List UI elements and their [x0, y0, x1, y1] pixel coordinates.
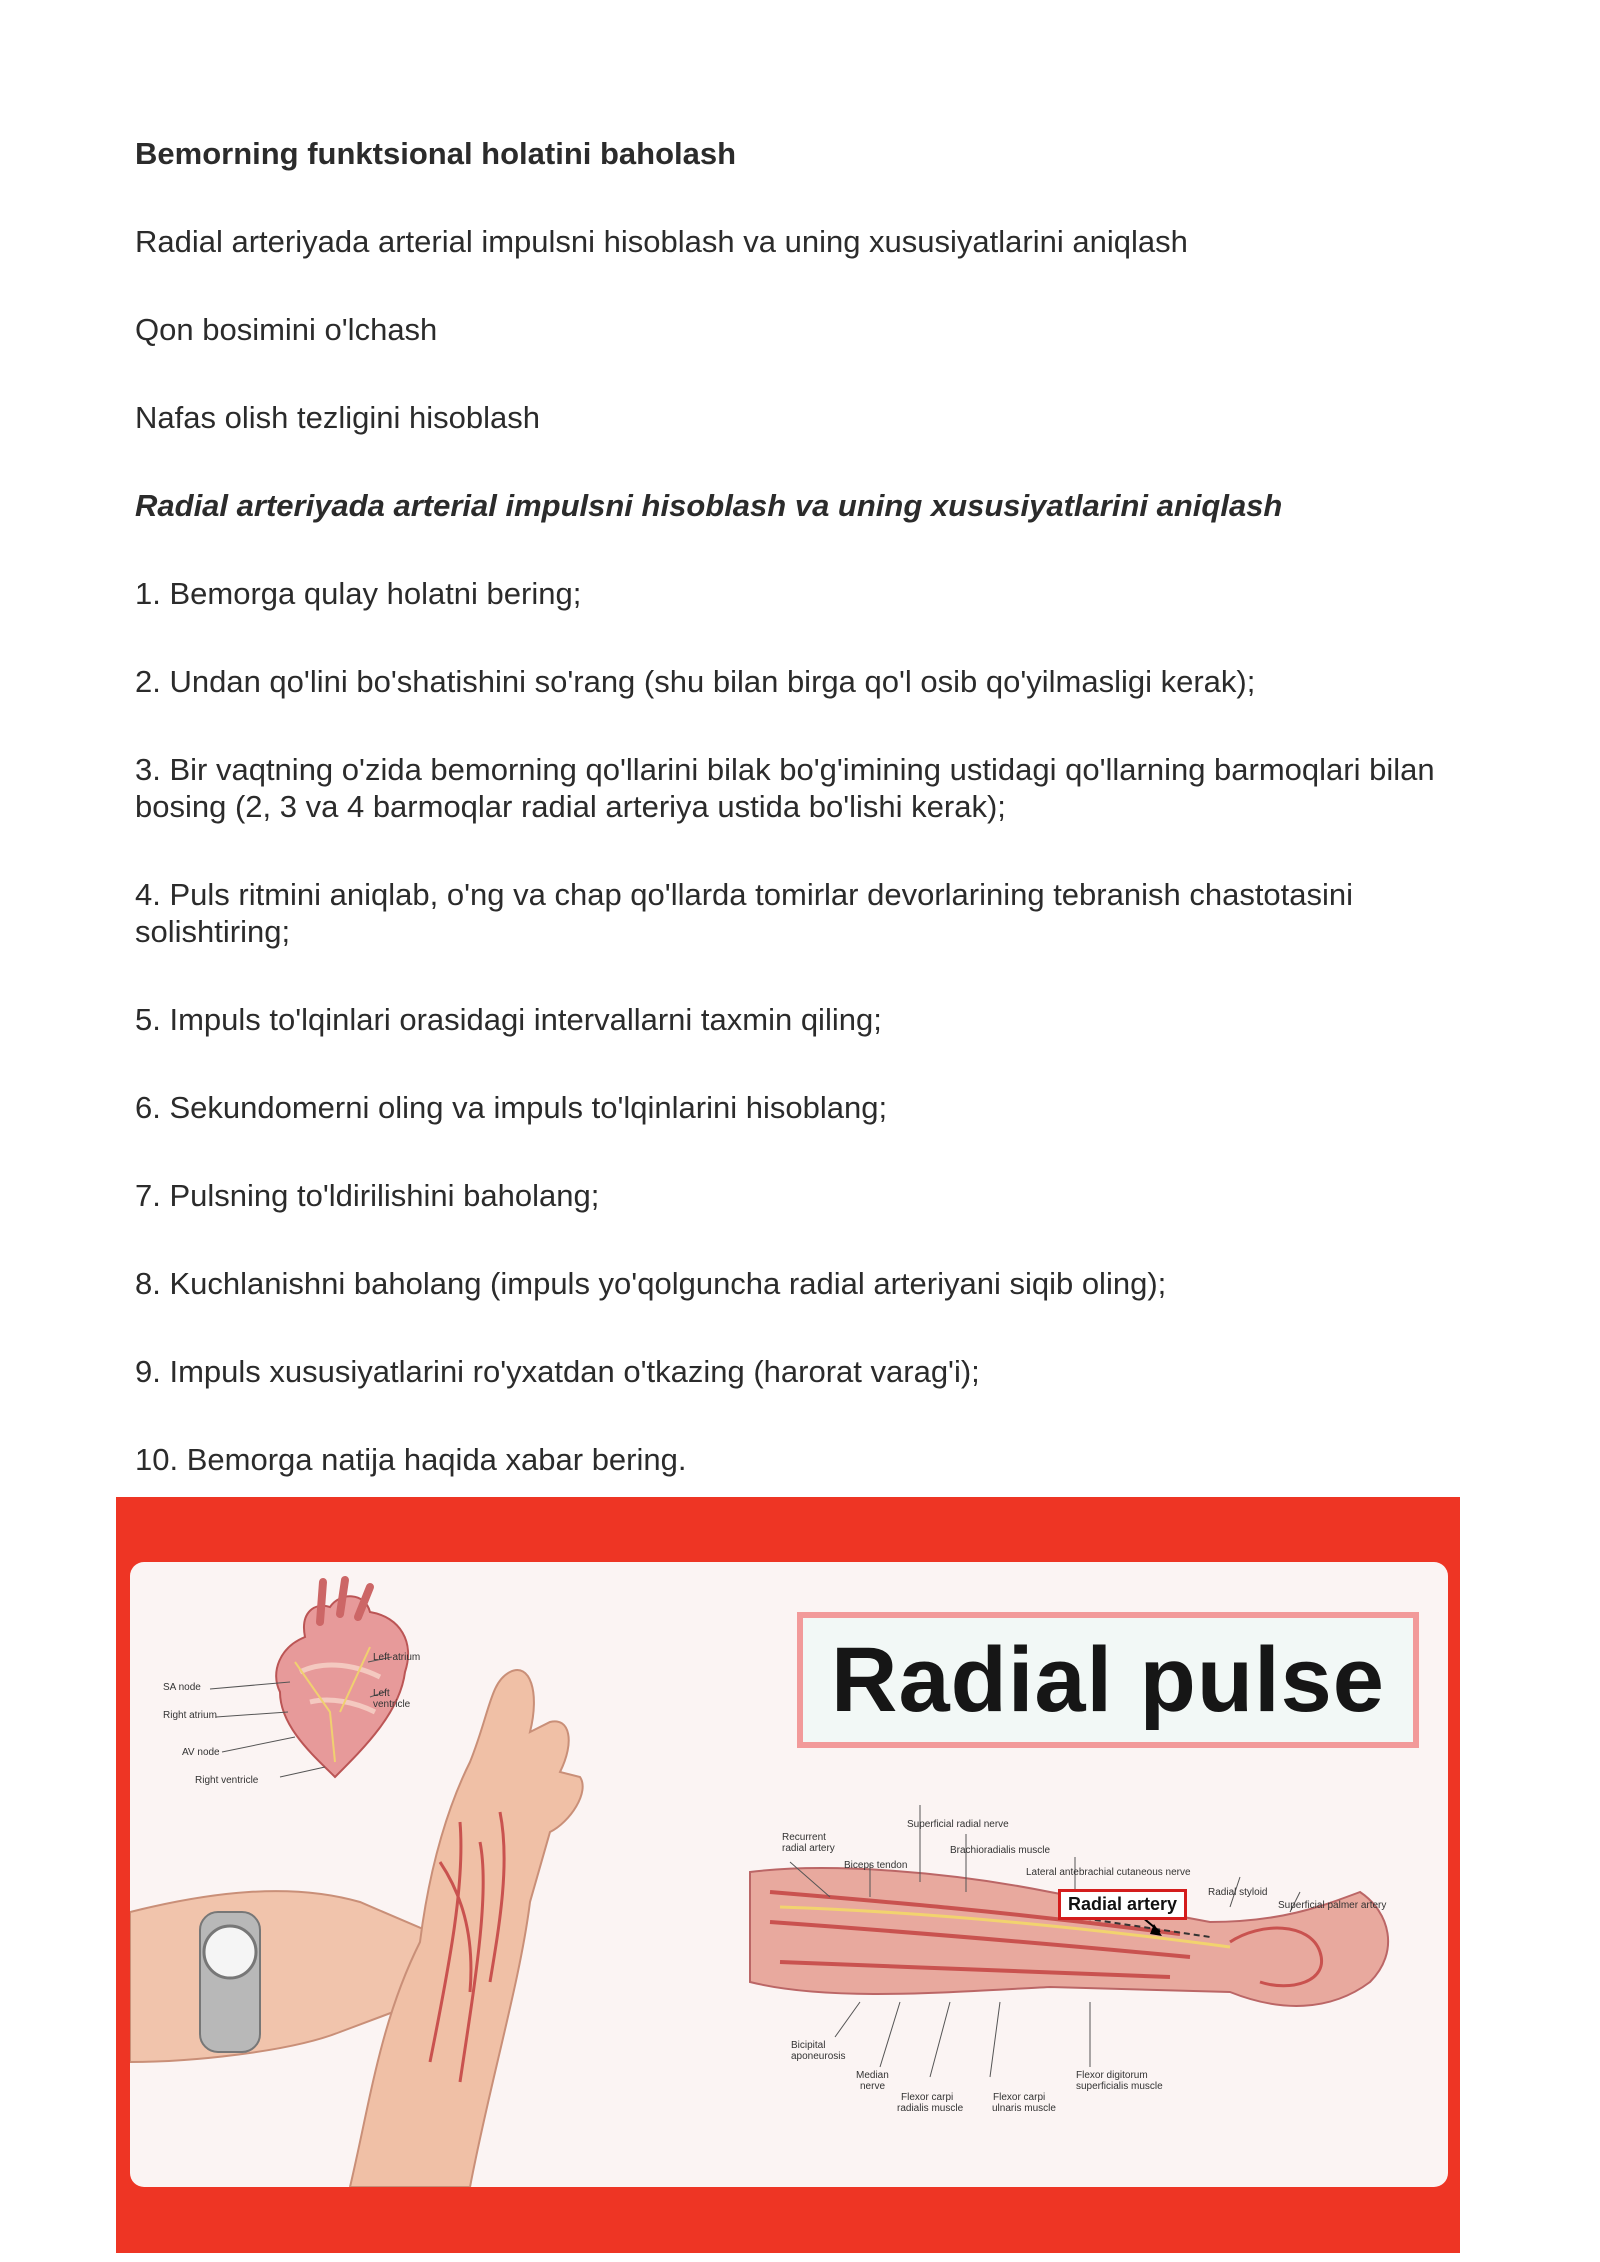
label-median-nerve: Median: [856, 2070, 889, 2081]
label-left-ventricle: Left: [373, 1688, 390, 1699]
step-item: 6. Sekundomerni oling va impuls to'lqinlarini hisoblang;: [135, 1090, 888, 1125]
step-item: 1. Bemorga qulay holatni bering;: [135, 576, 582, 611]
label-right-atrium: Right atrium: [163, 1710, 217, 1721]
label-recurrent-2: radial artery: [782, 1843, 835, 1854]
label-left-ventricle-2: ventricle: [373, 1699, 411, 1710]
label-bicipital-2: aponeurosis: [791, 2051, 846, 2062]
label-flexor-carpi-ulnaris: Flexor carpi: [993, 2092, 1046, 2103]
label-superficial-palmer: Superficial palmer artery: [1278, 1900, 1387, 1911]
label-superficial-radial-nerve: Superficial radial nerve: [907, 1819, 1009, 1830]
step-item: 5. Impuls to'lqinlari orasidagi intervallarni taxmin qiling;: [135, 1002, 882, 1037]
step-item: 7. Pulsning to'ldirilishini baholang;: [135, 1178, 600, 1213]
step-item: 4. Puls ritmini aniqlab, o'ng va chap qo'llarda tomirlar devorlarining tebranish chastotasini solishtiring;: [135, 877, 1354, 949]
radial-pulse-figure: [116, 1497, 1460, 2253]
figure-panel: [130, 1562, 1448, 2187]
label-flexor-carpi-radialis-2: radialis muscle: [897, 2103, 964, 2114]
label-left-atrium: Left atrium: [373, 1652, 421, 1663]
figure-title: Radial pulse: [831, 1628, 1385, 1731]
label-flexor-carpi-radialis: Flexor carpi: [901, 2092, 954, 2103]
section-title: Radial arteriyada arterial impulsni hisoblash va uning xususiyatlarini aniqlash: [135, 488, 1283, 523]
label-recurrent: Recurrent: [782, 1832, 826, 1843]
topic-item: Radial arteriyada arterial impulsni hisoblash va uning xususiyatlarini aniqlash: [135, 224, 1188, 259]
step-item: 2. Undan qo'lini bo'shatishini so'rang (shu bilan birga qo'l osib qo'yilmasligi kerak);: [135, 664, 1256, 699]
label-bicipital: Bicipital: [791, 2040, 826, 2051]
label-flexor-carpi-ulnaris-2: ulnaris muscle: [992, 2103, 1056, 2114]
step-item: 9. Impuls xususiyatlarini ro'yxatdan o'tkazing (harorat varag'i);: [135, 1354, 980, 1389]
label-av-node: AV node: [182, 1747, 220, 1758]
label-flexor-digitorum: Flexor digitorum: [1076, 2070, 1148, 2081]
label-radial-styloid: Radial styloid: [1208, 1887, 1268, 1898]
label-biceps-tendon: Biceps tendon: [844, 1860, 908, 1871]
page-heading: Bemorning funktsional holatini baholash: [135, 136, 737, 171]
topic-item: Qon bosimini o'lchash: [135, 312, 438, 347]
label-median-nerve-2: nerve: [860, 2081, 886, 2092]
topic-item: Nafas olish tezligini hisoblash: [135, 400, 540, 435]
label-right-ventricle: Right ventricle: [195, 1775, 259, 1786]
step-item: 8. Kuchlanishni baholang (impuls yo'qolguncha radial arteriyani siqib oling);: [135, 1266, 1167, 1301]
figure-title-box: [797, 1612, 1419, 1748]
label-lateral-antebrachial: Lateral antebrachial cutaneous nerve: [1026, 1867, 1191, 1878]
label-flexor-digitorum-2: superficialis muscle: [1076, 2081, 1163, 2092]
step-item: 3. Bir vaqtning o'zida bemorning qo'llarini bilak bo'g'imining ustidagi qo'llarning barmoqlari bilan bosing (2, 3 va 4 barmoqlar radial arteriya ustida bo'lishi kerak);: [135, 752, 1435, 824]
heart-illustration: [276, 1580, 411, 1777]
label-sa-node: SA node: [163, 1682, 201, 1693]
label-radial-artery: Radial artery: [1058, 1889, 1187, 1920]
step-item: 10. Bemorga natija haqida xabar bering.: [135, 1442, 687, 1477]
label-brachioradialis: Brachioradialis muscle: [950, 1845, 1051, 1856]
